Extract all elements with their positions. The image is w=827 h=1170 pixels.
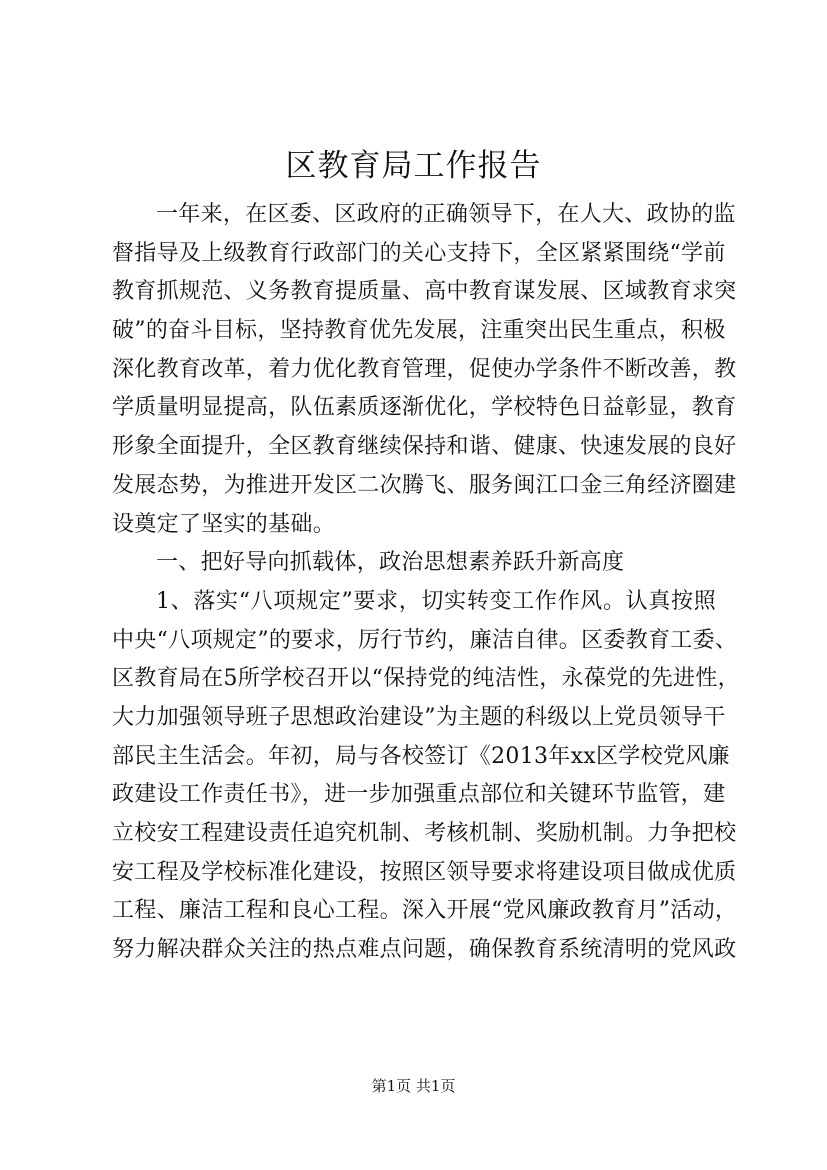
text-line: 立校安工程建设责任追究机制、考核机制、奖励机制。力争把校: [112, 821, 737, 846]
page-footer: 第1页 共1页: [371, 1077, 456, 1095]
text-line: 区教育局在5所学校召开以“保持党的纯洁性，永葆党的先进性，: [112, 666, 740, 692]
text-line: 一、把好导向抓载体，政治思想素养跃升新高度: [156, 550, 625, 576]
text-line: 安工程及学校标准化建设，按照区领导要求将建设项目做成优质: [112, 859, 737, 885]
text-line: 深化教育改革，着力优化教育管理，促使办学条件不断改善，教: [112, 356, 737, 382]
text-line: 中央“八项规定”的要求，厉行节约，廉洁自律。区委教育工委、: [112, 627, 738, 653]
text-line: 部民主生活会。年初，局与各校签订《2013年xx区学校党风廉: [112, 743, 730, 769]
text-line: 发展态势，为推进开发区二次腾飞、服务闽江口金三角经济圈建: [112, 472, 737, 498]
text-line: 1、落实“八项规定”要求，切实转变工作作风。认真按照: [156, 588, 716, 614]
text-line: 一年来，在区委、区政府的正确领导下，在人大、政协的监: [156, 202, 736, 227]
text-line: 工程、廉洁工程和良心工程。深入开展“党风廉政教育月”活动，: [112, 898, 738, 924]
document-title: 区教育局工作报告: [285, 148, 542, 184]
text-line: 教育抓规范、义务教育提质量、高中教育谋发展、区域教育求突: [112, 279, 737, 305]
document-body: [112, 196, 740, 970]
text-line: 督指导及上级教育行政部门的关心支持下，全区紧紧围绕“学前: [112, 240, 726, 266]
text-line: 破”的奋斗目标，坚持教育优先发展，注重突出民生重点，积极: [112, 318, 726, 344]
text-line: 努力解决群众关注的热点难点问题，确保教育系统清明的党风政: [112, 937, 737, 963]
text-line: 设奠定了坚实的基础。: [112, 511, 336, 537]
text-line: 形象全面提升，全区教育继续保持和谐、健康、快速发展的良好: [112, 434, 737, 460]
text-line: 学质量明显提高，队伍素质逐渐优化，学校特色日益彰显，教育: [112, 395, 737, 421]
text-line: 政建设工作责任书》，进一步加强重点部位和关键环节监管，建: [112, 782, 726, 808]
text-line: 大力加强领导班子思想政治建设”为主题的科级以上党员领导干: [112, 704, 726, 730]
